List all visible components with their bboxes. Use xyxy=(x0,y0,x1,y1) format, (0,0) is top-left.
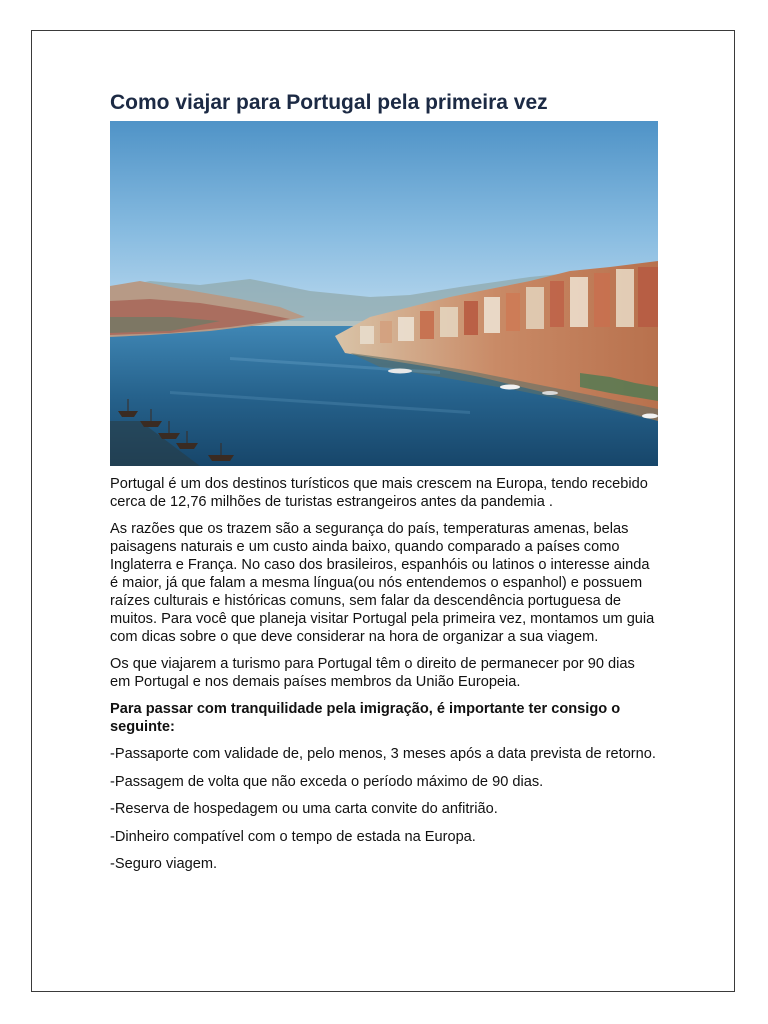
reasons-paragraph: As razões que os trazem são a segurança do país, temperaturas amenas, belas paisagens naturais e um custo ainda baixo, quando comparado a países como Inglaterra e França. No caso dos brasileiros, espanhóis ou latinos o interesse ainda é maior, já que falam a mesma língua(ou nós entendemos o espanhol) e possuem raízes culturais e históricas comuns, sem falar da descendência portuguesa de muitos. Para você que planeja visitar Portugal pela primeira vez, montamos um guia com dicas sobre o que deve considerar na hora de organizar a sua viagem. xyxy=(110,521,655,645)
document-title: Como viajar para Portugal pela primeira vez xyxy=(110,91,548,114)
porto-river-photo xyxy=(110,121,658,466)
requirement-item: -Reserva de hospedagem ou uma carta convite do anfitrião. xyxy=(110,801,498,817)
intro-paragraph: Portugal é um dos destinos turísticos que mais crescem na Europa, tendo recebido cerca de 12,76 milhões de turistas estrangeiros antes da pandemia . xyxy=(110,476,648,510)
requirement-item: -Dinheiro compatível com o tempo de estada na Europa. xyxy=(110,828,476,845)
requirement-item: -Passagem de volta que não exceda o período máximo de 90 dias. xyxy=(110,773,544,790)
stay-duration-paragraph: Os que viajarem a turismo para Portugal têm o direito de permanecer por 90 dias em Portugal e nos demais países membros da União Europeia. xyxy=(110,656,635,690)
requirement-item: -Seguro viagem. xyxy=(110,856,218,872)
document-content xyxy=(110,88,658,883)
requirements-heading: Para passar com tranquilidade pela imigração, é importante ter consigo o seguinte: xyxy=(110,701,621,735)
requirement-item: -Passaporte com validade de, pelo menos, 3 meses após a data prevista de retorno. xyxy=(110,746,656,762)
